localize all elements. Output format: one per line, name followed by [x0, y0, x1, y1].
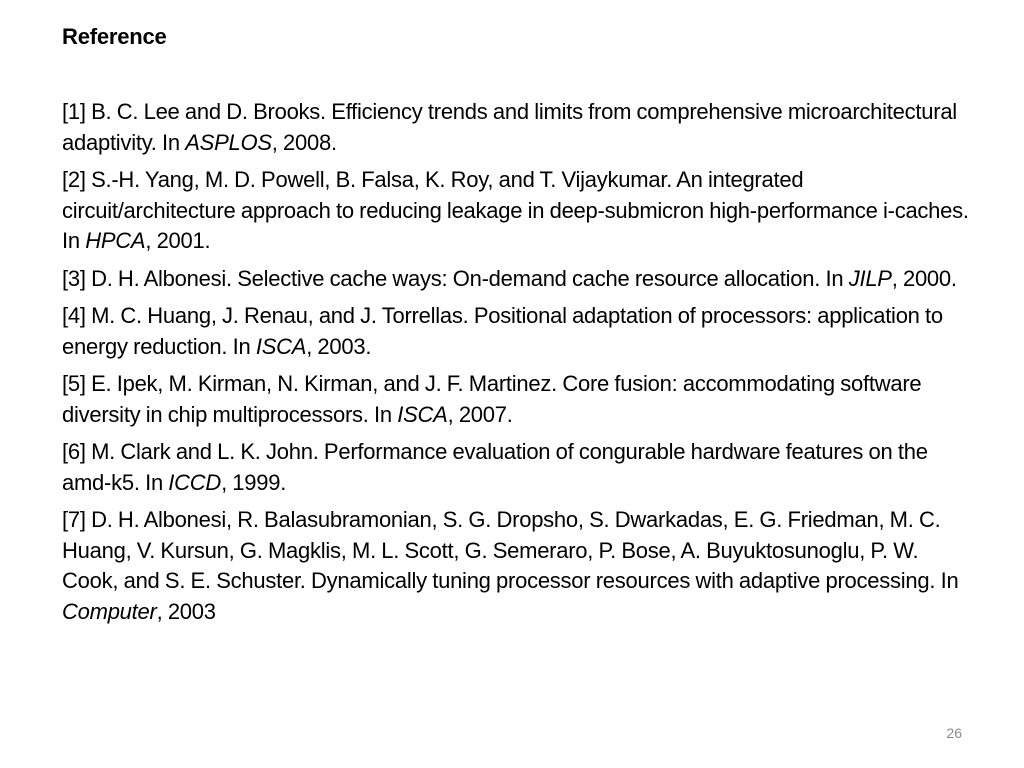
- reference-venue: ISCA: [397, 401, 448, 427]
- reference-year: , 2000.: [891, 265, 957, 291]
- reference-item-5: [62, 369, 977, 430]
- reference-text: [4] M. C. Huang, J. Renau, and J. Torrellas. Positional adaptation of processors: application to energy reduction. In: [62, 303, 943, 359]
- reference-venue: JILP: [848, 265, 892, 291]
- reference-year: , 2003.: [306, 333, 372, 359]
- reference-venue: HPCA: [85, 228, 146, 253]
- reference-item-2: [62, 165, 977, 257]
- reference-year: , 1999.: [221, 469, 287, 495]
- reference-text: [5] E. Ipek, M. Kirman, N. Kirman, and J. F. Martinez. Core fusion: accommodating software diversity in chip multiprocessors. In: [62, 371, 922, 427]
- reference-item-6: [62, 437, 977, 498]
- reference-list: [62, 97, 977, 634]
- reference-year: , 2003: [156, 598, 216, 624]
- reference-text: [6] M. Clark and L. K. John. Performance evaluation of congurable hardware features on the amd-k5. In: [62, 439, 928, 495]
- reference-text: [2] S.-H. Yang, M. D. Powell, B. Falsa, K. Roy, and T. Vijaykumar. An integrated circuit/architecture approach to reducing leakage in deep-submicron high-performance i-caches. In: [62, 167, 969, 253]
- reference-item-1: [62, 97, 977, 158]
- reference-text: [1] B. C. Lee and D. Brooks. Efficiency trends and limits from comprehensive microarchitectural adaptivity. In: [62, 99, 957, 155]
- reference-item-4: [62, 301, 977, 362]
- reference-year: , 2008.: [271, 129, 337, 155]
- reference-item-7: [62, 505, 977, 627]
- reference-text: [3] D. H. Albonesi. Selective cache ways: On-demand cache resource allocation. In: [62, 265, 849, 291]
- reference-venue: ASPLOS: [185, 129, 272, 155]
- reference-year: , 2007.: [447, 401, 513, 427]
- reference-venue: Computer: [62, 598, 157, 624]
- reference-text: [7] D. H. Albonesi, R. Balasubramonian, S. G. Dropsho, S. Dwarkadas, E. G. Friedman, M. C. Huang, V. Kursun, G. Magklis, M. L. Scott, G. Semeraro, P. Bose, A. Buyuktosunoglu, P. W. Cook, and S. E. Schuster. Dynamically tuning processor resources with adaptive processing. In: [62, 507, 959, 593]
- page-number: 26: [946, 725, 962, 741]
- reference-venue: ICCD: [168, 469, 222, 495]
- reference-item-3: [62, 264, 977, 295]
- slide-title: Reference: [62, 24, 167, 49]
- reference-venue: ISCA: [255, 333, 307, 359]
- reference-year: , 2001.: [145, 228, 211, 253]
